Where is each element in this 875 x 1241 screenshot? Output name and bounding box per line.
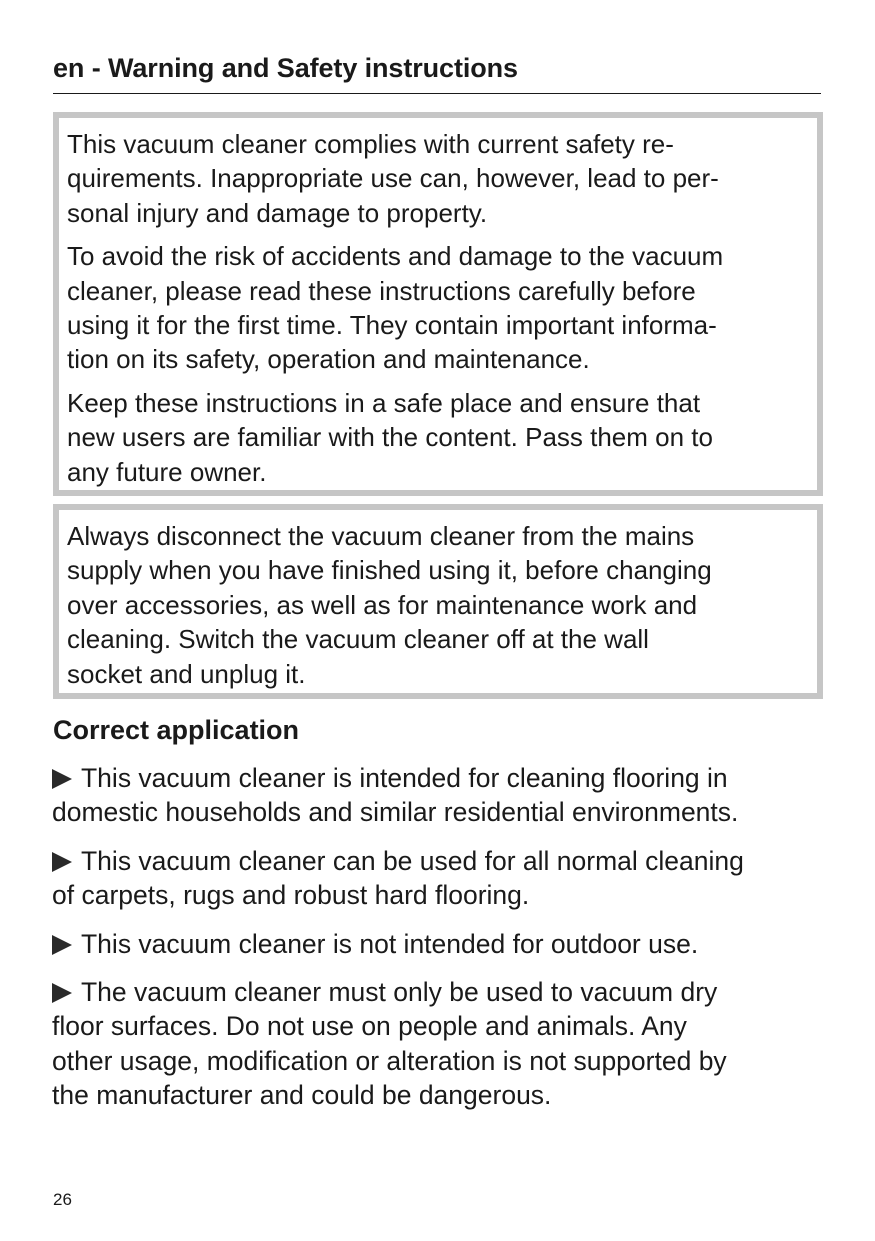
text-line: tion on its safety, operation and maintenance.	[67, 344, 590, 375]
manual-page	[53, 0, 823, 1241]
bullet-item	[52, 761, 824, 830]
text-line: supply when you have finished using it, before changing	[67, 555, 712, 586]
text-line: cleaning. Switch the vacuum cleaner off at the wall	[67, 624, 649, 655]
bullet-item	[52, 927, 824, 961]
triangle-bullet-icon	[52, 852, 72, 872]
text-line: This vacuum cleaner complies with current safety re-	[67, 129, 674, 159]
text-line: Always disconnect the vacuum cleaner from the mains	[67, 521, 695, 551]
notice-paragraph	[67, 239, 811, 377]
text-line: the manufacturer and could be dangerous.	[52, 1080, 552, 1111]
notice-paragraph	[67, 519, 811, 691]
text-line: To avoid the risk of accidents and damage to the vacuum	[67, 241, 724, 272]
text-line	[52, 975, 824, 1009]
text-line: socket and unplug it.	[67, 658, 306, 689]
text-line	[52, 844, 824, 878]
text-line: of carpets, rugs and robust hard flooring.	[52, 880, 530, 911]
text-line: sonal injury and damage to property.	[67, 197, 488, 228]
disconnect-notice-box	[53, 504, 823, 699]
triangle-bullet-icon	[52, 983, 72, 1003]
notice-paragraph	[67, 386, 811, 489]
page-header	[53, 50, 821, 94]
text-line: other usage, modification or alteration is not supported by	[52, 1045, 727, 1076]
text-line: using it for the first time. They contain important informa-	[67, 310, 717, 341]
triangle-bullet-icon	[52, 935, 72, 955]
text-line: domestic households and similar residential environments.	[52, 797, 739, 828]
text-line	[52, 761, 824, 795]
safety-notice-box	[53, 112, 823, 496]
notice-paragraph	[67, 127, 811, 230]
text-line: cleaner, please read these instructions carefully before	[67, 275, 696, 306]
text-line: new users are familiar with the content. Pass them on to	[67, 422, 713, 453]
text-line: over accessories, as well as for maintenance work and	[67, 589, 698, 620]
bullet-text: The vacuum cleaner must only be used to vacuum dry	[81, 977, 718, 1008]
bullet-item	[52, 975, 824, 1113]
text-line: quirements. Inappropriate use can, however, lead to per-	[67, 163, 719, 194]
bullet-item	[52, 844, 824, 913]
header-title: en - Warning and Safety instructions	[53, 53, 518, 83]
text-line: Keep these instructions in a safe place and ensure that	[67, 387, 701, 418]
text-line: any future owner.	[67, 456, 267, 487]
bullet-text: This vacuum cleaner can be used for all normal cleaning	[81, 845, 744, 876]
section-heading: Correct application	[53, 715, 300, 745]
text-line: floor surfaces. Do not use on people and animals. Any	[52, 1011, 687, 1042]
triangle-bullet-icon	[52, 769, 72, 789]
bullet-list	[52, 761, 824, 1127]
bullet-text: This vacuum cleaner is not intended for outdoor use.	[81, 928, 699, 959]
text-line	[52, 927, 824, 961]
bullet-text: This vacuum cleaner is intended for cleaning flooring in	[81, 763, 728, 793]
page-number: 26	[53, 1190, 72, 1209]
